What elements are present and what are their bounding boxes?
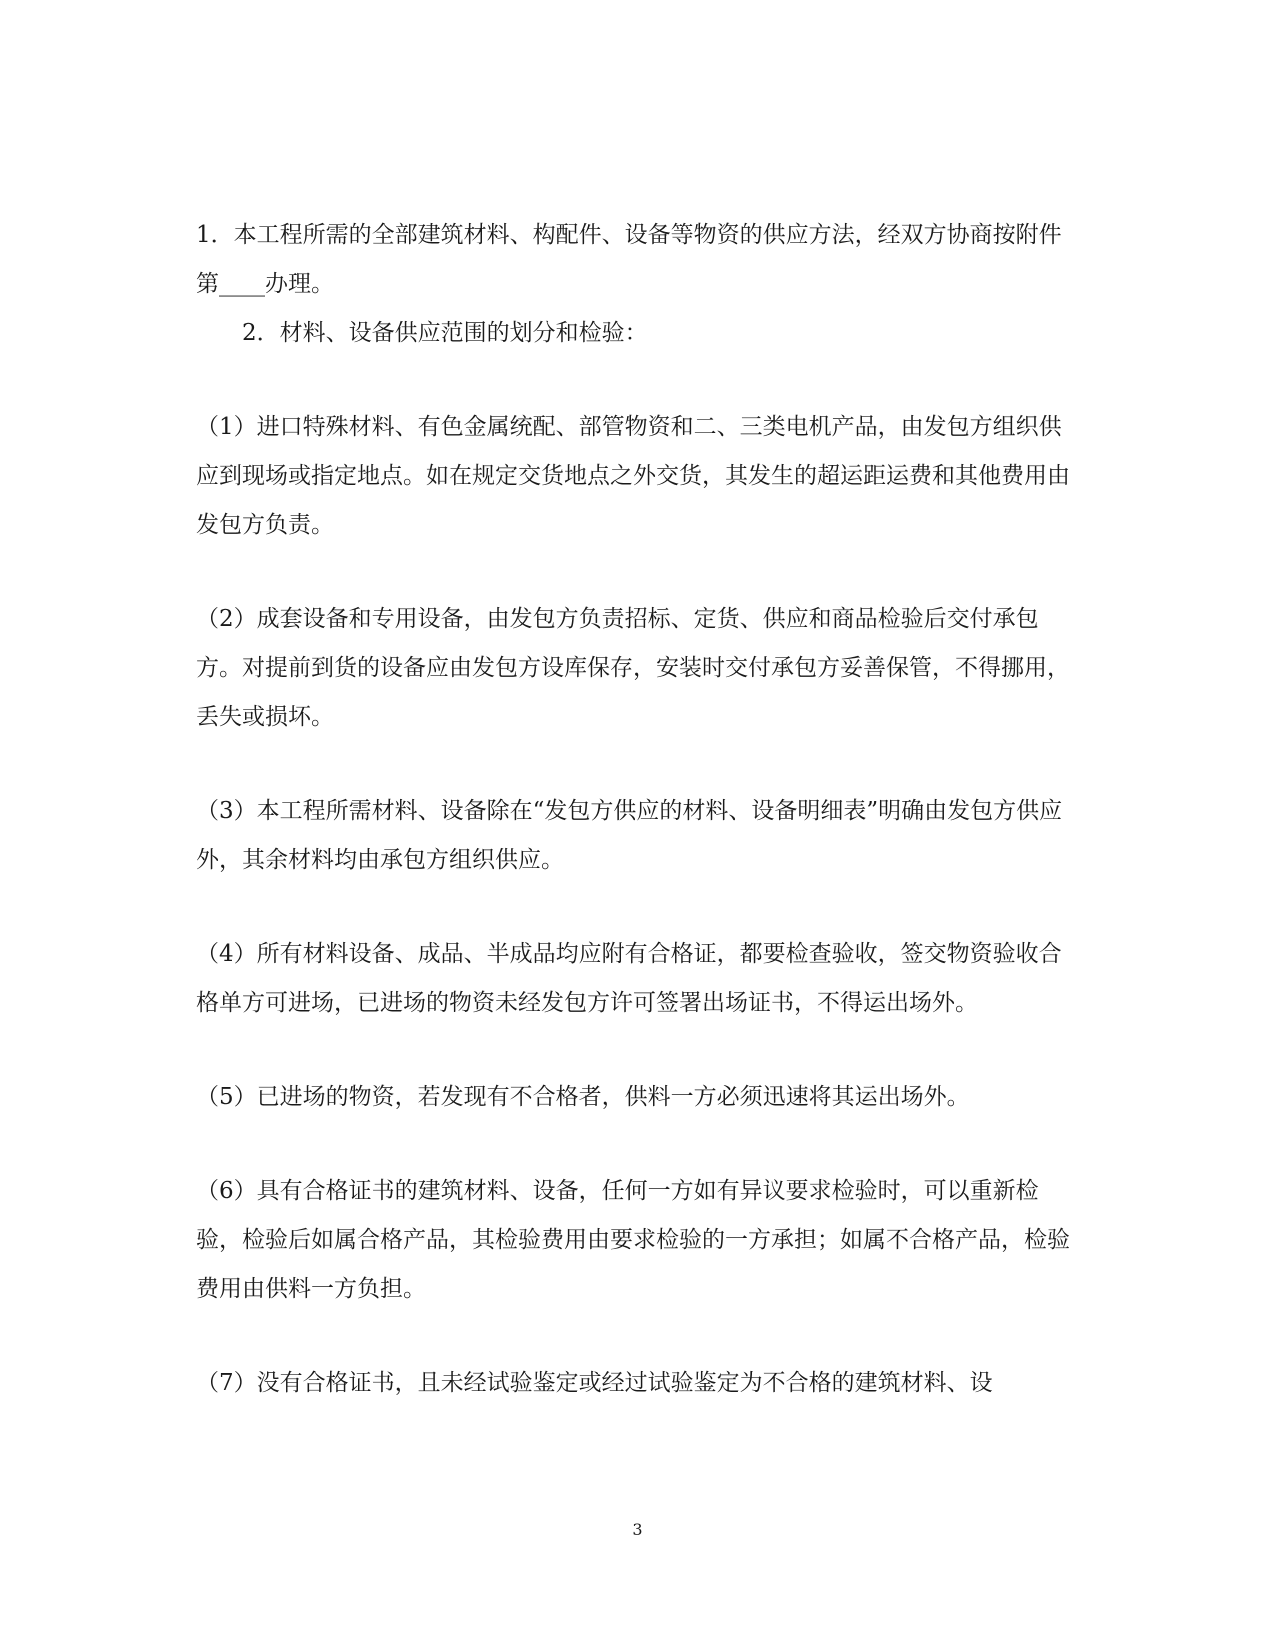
paragraph-8: （6）具有合格证书的建筑材料、设备，任何一方如有异议要求检验时，可以重新检验，检验后如属合格产品，其检验费用由要求检验的一方承担；如属不合格产品，检验费用由供料一方负担。 — [196, 1178, 1070, 1302]
paragraph-2: 2．材料、设备供应范围的划分和检验： — [242, 320, 648, 346]
paragraph-3: （1）进口特殊材料、有色金属统配、部管物资和二、三类电机产品，由发包方组织供应到现场或指定地点。如在规定交货地点之外交货，其发生的超运距运费和其他费用由发包方负责。 — [196, 414, 1070, 538]
page-number: 3 — [632, 1520, 643, 1539]
paragraph-9: （7）没有合格证书，且未经试验鉴定或经过试验鉴定为不合格的建筑材料、设 — [196, 1370, 993, 1396]
paragraph-1: 1．本工程所需的全部建筑材料、构配件、设备等物资的供应方法，经双方协商按附件第____办理。 — [196, 222, 1062, 297]
paragraph-6: （4）所有材料设备、成品、半成品均应附有合格证，都要检查验收，签交物资验收合格单方可进场，已进场的物资未经发包方许可签署出场证书，不得运出场外。 — [196, 941, 1062, 1016]
paragraph-7: （5）已进场的物资，若发现有不合格者，供料一方必须迅速将其运出场外。 — [196, 1084, 970, 1110]
paragraph-5: （3）本工程所需材料、设备除在“发包方供应的材料、设备明细表”明确由发包方供应外，其余材料均由承包方组织供应。 — [196, 798, 1063, 873]
document-body — [196, 211, 1076, 1408]
paragraph-4: （2）成套设备和专用设备，由发包方负责招标、定货、供应和商品检验后交付承包方。对提前到货的设备应由发包方设库保存，安装时交付承包方妥善保管，不得挪用，丢失或损坏。 — [196, 606, 1070, 730]
